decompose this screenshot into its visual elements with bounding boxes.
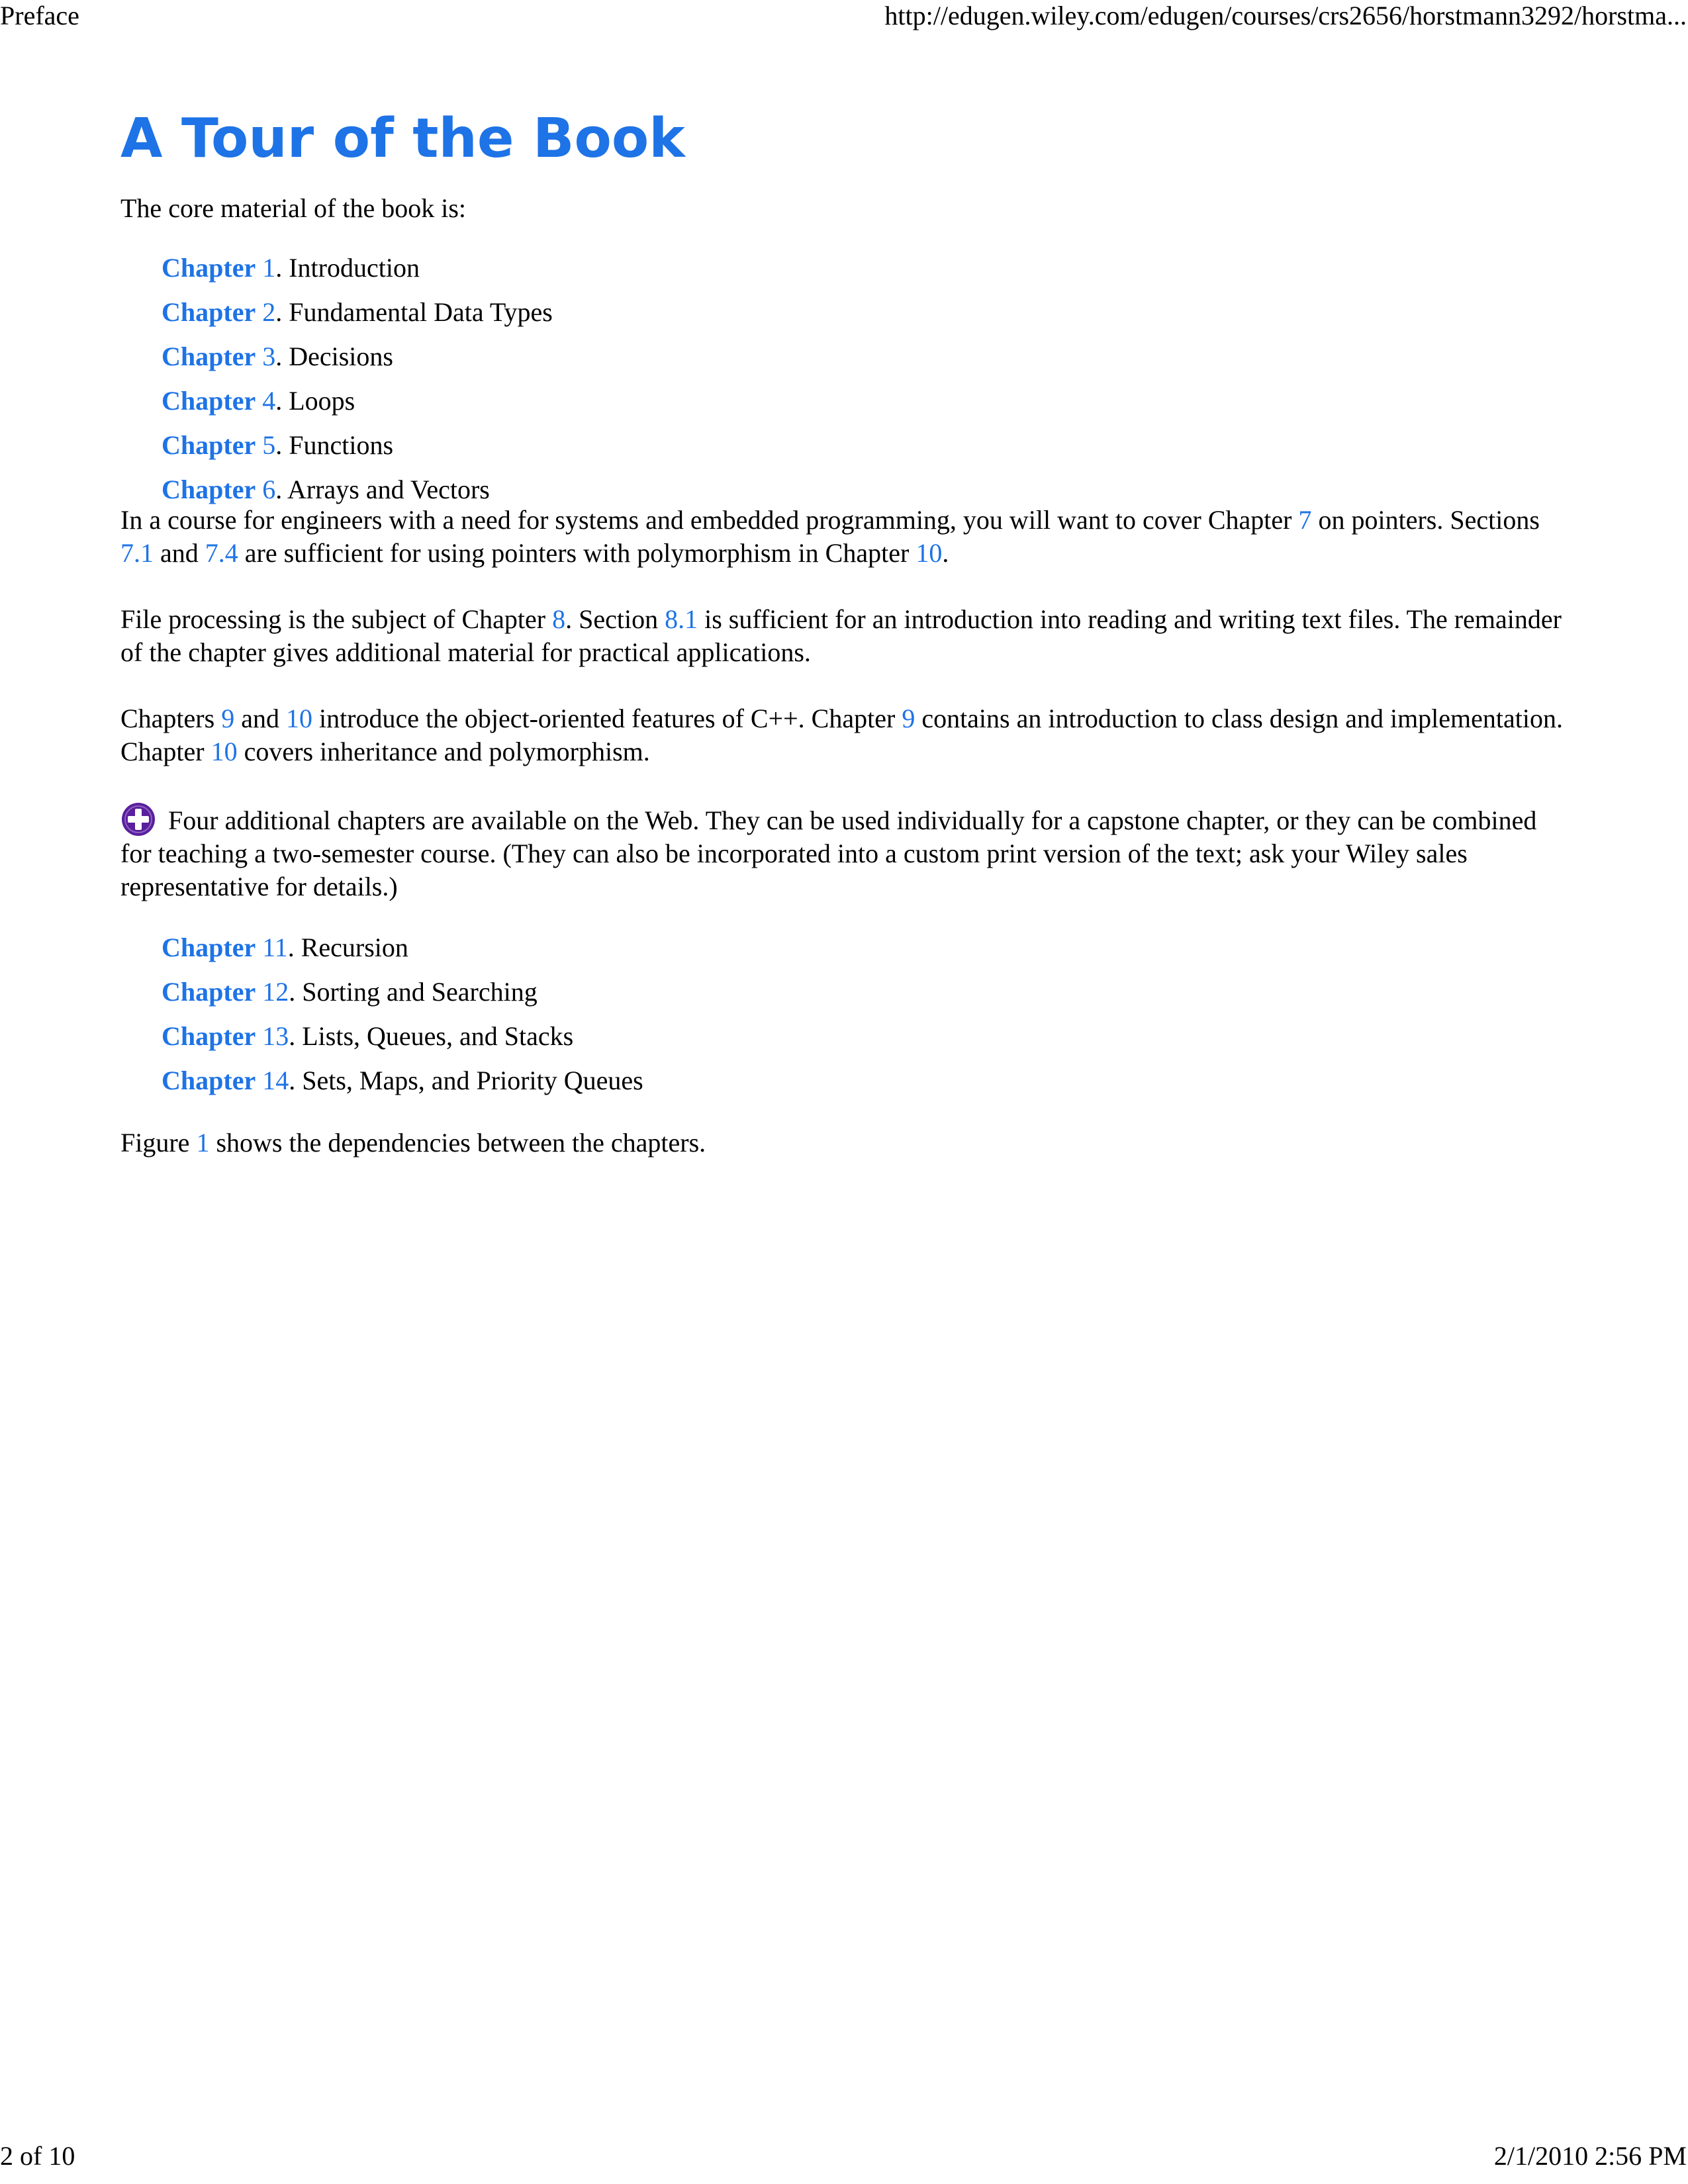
print-footer-page-count: 2 of 10 [0,2141,75,2171]
list-item [162,1064,1570,1097]
text: are sufficient for using pointers with polymorphism in Chapter [238,538,916,568]
web-chapters-paragraph [120,801,1570,903]
files-paragraph [120,603,1570,669]
page-title: A Tour of the Book [120,107,685,170]
chapter-link-number[interactable]: 5 [262,430,276,460]
chapter-9-link[interactable]: 9 [221,704,235,733]
chapter-title: . Loops [275,386,355,416]
text: . Section [565,604,665,634]
core-chapter-list [120,251,1570,506]
chapter-link-number[interactable]: 3 [262,341,276,371]
print-header-title: Preface [0,1,79,30]
chapter-link-number[interactable]: 2 [262,297,276,327]
chapter-title: . Introduction [275,253,420,283]
chapter-title: . Decisions [275,341,393,371]
chapter-title: . Arrays and Vectors [275,475,490,504]
chapter-link-label[interactable]: Chapter [162,253,256,283]
text: covers inheritance and polymorphism. [237,737,650,766]
chapter-link-label[interactable]: Chapter [162,341,256,371]
section-7-1-link[interactable]: 7.1 [120,538,154,568]
list-item [162,473,1570,506]
list-item [162,429,1570,462]
chapter-10-link[interactable]: 10 [285,704,312,733]
section-7-4-link[interactable]: 7.4 [205,538,238,568]
chapter-7-link[interactable]: 7 [1298,505,1312,535]
chapter-link-number[interactable]: 6 [262,475,276,504]
chapter-8-link[interactable]: 8 [552,604,566,634]
figure-paragraph [120,1126,1570,1160]
chapter-link-label[interactable]: Chapter [162,933,256,962]
text: contains an introduction to class design and implementation. Chapter [120,704,1564,766]
chapter-link-number[interactable]: 4 [262,386,276,416]
text: . [942,538,949,568]
web-chapter-list [120,931,1570,1097]
list-item [162,931,1570,964]
intro-text: The core material of the book is: [120,193,467,223]
chapter-link-number[interactable]: 1 [262,253,276,283]
text: and [154,538,205,568]
text: Figure [120,1128,197,1158]
list-item [162,296,1570,329]
figure-1-link[interactable]: 1 [196,1128,210,1158]
text: Four additional chapters are available on the Web. They can be used individually for a capstone chapter, or they can be combined for teaching a two-semester course. (They can also be incorporated into a custom print version of the text; ask your Wiley sales representative for details.) [120,805,1537,901]
list-item [162,385,1570,418]
text: on pointers. Sections [1311,505,1540,535]
text: File processing is the subject of Chapter [120,604,553,634]
list-item [162,251,1570,285]
chapter-title: . Sorting and Searching [289,977,538,1007]
chapter-title: . Sets, Maps, and Priority Queues [289,1066,643,1095]
chapter-link-label[interactable]: Chapter [162,1021,256,1051]
text: introduce the object-oriented features of C++. Chapter [312,704,902,733]
chapter-title: . Recursion [287,933,408,962]
text: shows the dependencies between the chapters. [209,1128,706,1158]
print-footer-timestamp: 2/1/2010 2:56 PM [1493,2141,1687,2171]
object-oriented-paragraph [120,702,1570,768]
chapter-10-link[interactable]: 10 [915,538,943,568]
chapter-link-label[interactable]: Chapter [162,386,256,416]
plus-circle-icon [120,801,156,837]
print-header-url: http://edugen.wiley.com/edugen/courses/crs2656/horstmann3292/horstma... [884,1,1687,30]
chapter-title: . Functions [275,430,394,460]
section-8-1-link[interactable]: 8.1 [665,604,698,634]
page-content [120,99,1570,1160]
chapter-link-label[interactable]: Chapter [162,977,256,1007]
text: and [234,704,286,733]
chapter-title: . Lists, Queues, and Stacks [289,1021,574,1051]
chapter-9-link[interactable]: 9 [902,704,915,733]
chapter-link-label[interactable]: Chapter [162,475,256,504]
chapter-link-label[interactable]: Chapter [162,430,256,460]
list-item [162,1020,1570,1053]
chapter-link-label[interactable]: Chapter [162,297,256,327]
text: In a course for engineers with a need for systems and embedded programming, you will want to cover Chapter [120,505,1299,535]
chapter-link-number[interactable]: 11 [262,933,288,962]
pointers-paragraph [120,504,1570,570]
chapter-title: . Fundamental Data Types [275,297,553,327]
list-item [162,976,1570,1009]
chapter-link-number[interactable]: 13 [262,1021,289,1051]
chapter-link-number[interactable]: 12 [262,977,289,1007]
text: is sufficient for an introduction into reading and writing text files. The remainder of the chapter gives additional material for practical applications. [120,604,1562,667]
chapter-link-label[interactable]: Chapter [162,1066,256,1095]
chapter-link-number[interactable]: 14 [262,1066,289,1095]
chapter-10-link[interactable]: 10 [211,737,238,766]
text: Chapters [120,704,222,733]
list-item [162,340,1570,373]
